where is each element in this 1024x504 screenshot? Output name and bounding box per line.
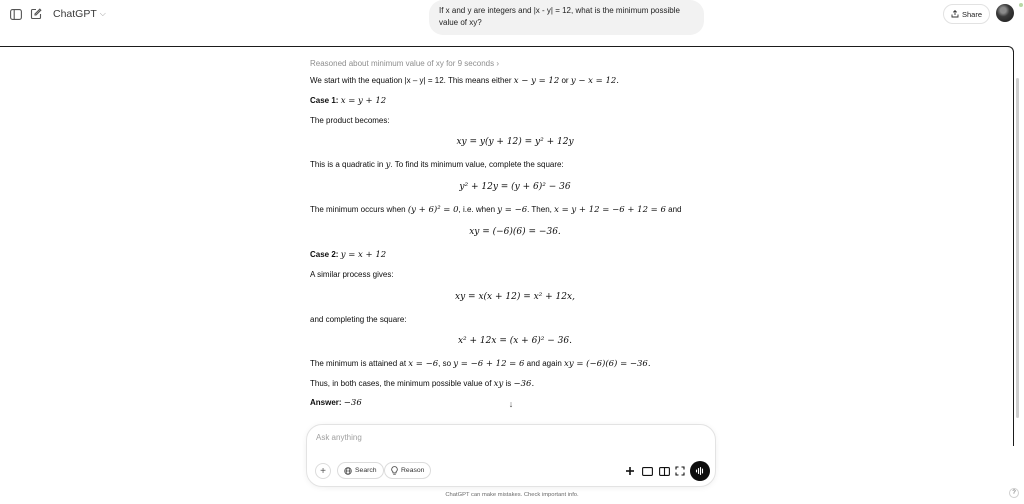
min-math-2: y = −6 — [497, 205, 528, 215]
plus-icon: + — [320, 465, 326, 477]
case-1-heading — [310, 96, 386, 106]
reasoning-label: Reasoned about minimum value of xy for 9 seconds — [310, 59, 495, 68]
scrollbar[interactable] — [1016, 78, 1019, 418]
equation-4-text: xy = x(x + 12) = x² + 12x, — [455, 292, 575, 302]
avatar[interactable] — [996, 4, 1014, 22]
minimum-paragraph — [310, 205, 682, 215]
search-button[interactable] — [337, 462, 384, 479]
lightbulb-icon — [391, 466, 398, 475]
attained-math-1: x = −6 — [408, 359, 439, 369]
canvas-icon[interactable] — [641, 465, 653, 477]
scroll-down-button[interactable] — [503, 396, 519, 412]
thus-math-1: xy — [493, 379, 504, 389]
completing-text: and completing the square: — [310, 315, 407, 324]
intro-paragraph — [310, 76, 619, 86]
arrow-down-icon: ↓ — [508, 399, 514, 409]
quad-var: y — [385, 160, 391, 170]
thus-text-2: is — [505, 379, 512, 388]
equation-5-text: x² + 12x = (x + 6)² − 36. — [457, 336, 572, 346]
intro-text: We start with the equation |x – y| = 12. This means either — [310, 76, 512, 85]
equation-5 — [310, 336, 720, 346]
equation-1 — [310, 137, 720, 147]
split-view-icon[interactable] — [658, 465, 670, 477]
case-2-math: y = x + 12 — [340, 250, 387, 260]
min-text-2: , i.e. when — [458, 205, 496, 214]
case-2-label: Case 2: — [310, 250, 339, 259]
search-label: Search — [355, 467, 377, 474]
case-1-math: x = y + 12 — [340, 96, 387, 106]
share-icon — [951, 10, 959, 18]
equation-2-text: y² + 12y = (y + 6)² − 36 — [459, 182, 571, 192]
thus-math-2: −36. — [513, 379, 535, 389]
reason-label: Reason — [401, 467, 425, 474]
attach-button[interactable] — [315, 463, 331, 479]
answer-label: Answer: — [310, 398, 342, 407]
thus-text-1: Thus, in both cases, the minimum possible value of — [310, 379, 492, 388]
chevron-right-icon: › — [496, 59, 500, 68]
sidebar-toggle-icon[interactable] — [8, 6, 24, 22]
conclusion-paragraph — [310, 379, 534, 389]
share-button[interactable] — [943, 4, 990, 24]
attained-text-2: , so — [438, 359, 452, 368]
min-text-4: and — [668, 205, 682, 214]
min-text-3: . Then, — [527, 205, 552, 214]
user-message-text: If x and y are integers and |x - y| = 12, what is the minimum possible value of xy? — [439, 6, 680, 27]
attained-text-3: and again — [526, 359, 562, 368]
share-label: Share — [961, 9, 982, 19]
help-label: ? — [1012, 490, 1016, 496]
answer-value: −36 — [343, 398, 362, 408]
waveform-icon — [695, 466, 705, 476]
case-1-label: Case 1: — [310, 96, 339, 105]
attained-math-2: y = −6 + 12 = 6 — [453, 359, 525, 369]
status-dot — [1019, 3, 1023, 7]
add-tool-icon[interactable] — [624, 465, 636, 477]
disclaimer-text: ChatGPT can make mistakes. Check important info. — [445, 492, 579, 498]
equation-4 — [310, 292, 720, 302]
attained-math-3: xy = (−6)(6) = −36. — [564, 359, 651, 369]
attained-text-1: The minimum is attained at — [310, 359, 407, 368]
similar-text: A similar process gives: — [310, 270, 394, 279]
model-selector[interactable] — [53, 8, 106, 20]
case-2-heading — [310, 250, 386, 260]
top-bar — [0, 0, 1024, 44]
composer — [306, 424, 716, 487]
globe-icon — [344, 467, 352, 475]
equation-2 — [310, 182, 720, 192]
equation-3 — [310, 227, 720, 237]
quadratic-paragraph — [310, 160, 564, 170]
help-button[interactable] — [1009, 488, 1019, 498]
quad-text-1: This is a quadratic in — [310, 160, 384, 169]
reason-button[interactable] — [384, 462, 431, 479]
intro-or: or — [561, 76, 569, 85]
new-chat-icon[interactable] — [28, 6, 44, 22]
reasoning-toggle[interactable] — [310, 59, 499, 68]
intro-math-2: y − x = 12. — [570, 76, 619, 86]
attained-paragraph — [310, 359, 651, 369]
user-message-bubble — [429, 0, 704, 35]
prompt-input[interactable]: Ask anything — [316, 433, 362, 442]
chevron-down-icon: ⌵ — [99, 9, 106, 18]
quad-text-2: . To find its minimum value, complete the square: — [390, 160, 564, 169]
product-text: The product becomes: — [310, 116, 390, 125]
min-text-1: The minimum occurs when — [310, 205, 406, 214]
equation-3-text: xy = (−6)(6) = −36. — [469, 227, 561, 237]
equation-1-text: xy = y(y + 12) = y² + 12y — [456, 137, 574, 147]
min-math-3: x = y + 12 = −6 + 12 = 6 — [554, 205, 666, 215]
intro-math-1: x − y = 12 — [513, 76, 560, 86]
app-title: ChatGPT — [53, 8, 97, 20]
expand-icon[interactable] — [674, 465, 686, 477]
answer-line — [310, 398, 362, 408]
voice-mode-button[interactable] — [690, 461, 710, 481]
min-math-1: (y + 6)² = 0 — [407, 205, 459, 215]
